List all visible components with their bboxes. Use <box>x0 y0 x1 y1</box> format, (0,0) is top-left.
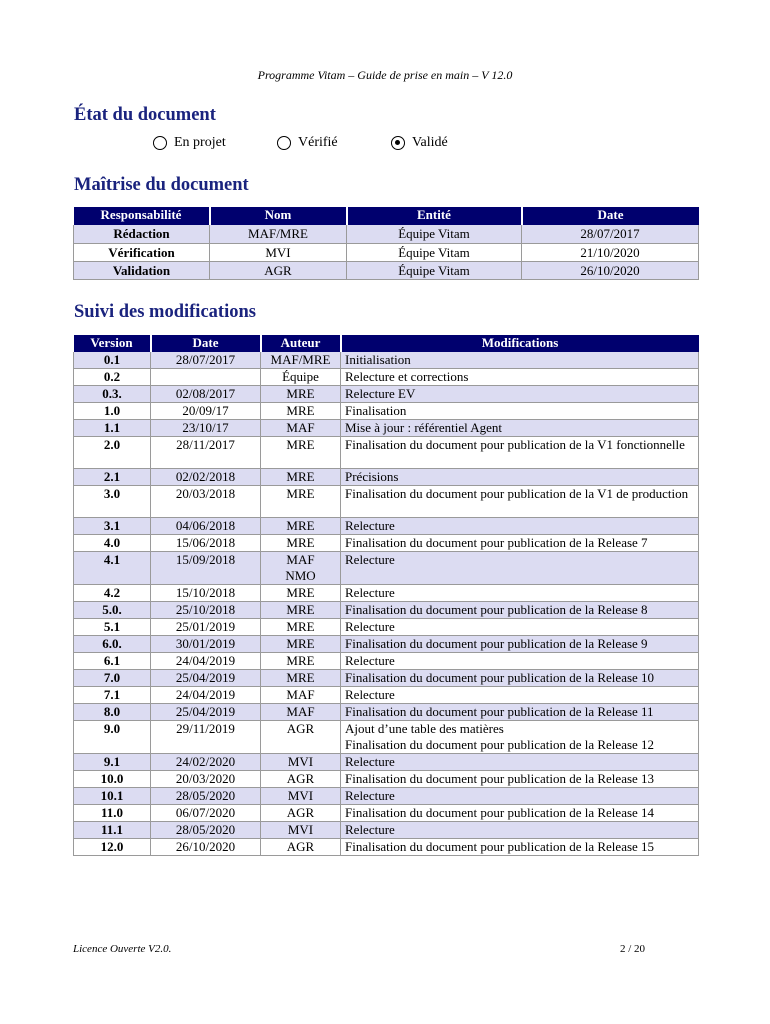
table-cell: MAF <box>261 704 341 721</box>
column-header: Responsabilité <box>74 207 210 225</box>
table-cell: MAF <box>261 420 341 437</box>
table-row <box>74 670 699 687</box>
table-cell: Vérification <box>74 243 210 261</box>
table-cell: 9.1 <box>74 754 151 771</box>
table-cell: Relecture <box>341 788 699 805</box>
table-cell: Relecture <box>341 518 699 535</box>
table-cell: Relecture <box>341 754 699 771</box>
table-cell: Relecture et corrections <box>341 369 699 386</box>
table-cell: Relecture <box>341 619 699 636</box>
table-cell: 25/04/2019 <box>151 704 261 721</box>
document-status-radio-group <box>0 135 770 155</box>
section-title-etat: État du document <box>74 105 216 125</box>
table-cell: MRE <box>261 518 341 535</box>
table-cell: 1.0 <box>74 403 151 420</box>
table-row <box>74 822 699 839</box>
section-title-maitrise: Maîtrise du document <box>74 175 249 195</box>
table-cell: Relecture <box>341 552 699 585</box>
radio-checked-icon <box>391 136 405 150</box>
table-row <box>74 420 699 437</box>
table-cell: Relecture <box>341 687 699 704</box>
table-cell: 5.1 <box>74 619 151 636</box>
table-row <box>74 261 699 279</box>
table-cell: 25/01/2019 <box>151 619 261 636</box>
column-header: Date <box>522 207 699 225</box>
table-cell: 1.1 <box>74 420 151 437</box>
table-row <box>74 619 699 636</box>
section-title-suivi: Suivi des modifications <box>74 302 256 322</box>
table-cell: Initialisation <box>341 352 699 369</box>
table-row <box>74 437 699 469</box>
table-cell: MAF NMO <box>261 552 341 585</box>
table-cell: 02/02/2018 <box>151 469 261 486</box>
column-header: Nom <box>210 207 347 225</box>
table-row <box>74 721 699 754</box>
table-cell: MRE <box>261 653 341 670</box>
table-cell: 25/04/2019 <box>151 670 261 687</box>
table-cell: MRE <box>261 535 341 552</box>
table-row <box>74 585 699 602</box>
radio-label: Vérifié <box>298 135 338 150</box>
table-cell: MRE <box>261 619 341 636</box>
table-cell: MRE <box>261 670 341 687</box>
table-cell: Mise à jour : référentiel Agent <box>341 420 699 437</box>
table-cell: Validation <box>74 261 210 279</box>
footer-page-number: 2 / 20 <box>620 943 646 955</box>
table-cell: 0.2 <box>74 369 151 386</box>
table-row <box>74 535 699 552</box>
table-cell: Équipe Vitam <box>347 225 522 243</box>
table-cell: 3.0 <box>74 486 151 518</box>
table-cell: 28/07/2017 <box>522 225 699 243</box>
table-cell: 11.1 <box>74 822 151 839</box>
table-cell: AGR <box>261 805 341 822</box>
table-row <box>74 243 699 261</box>
table-cell: MRE <box>261 602 341 619</box>
table-cell: 24/04/2019 <box>151 653 261 670</box>
table-cell: 21/10/2020 <box>522 243 699 261</box>
table-cell: 28/05/2020 <box>151 822 261 839</box>
table-cell: 15/06/2018 <box>151 535 261 552</box>
table-row <box>74 469 699 486</box>
radio-en-projet[interactable] <box>153 135 226 151</box>
table-cell: 06/07/2020 <box>151 805 261 822</box>
table-cell: 6.1 <box>74 653 151 670</box>
column-header: Entité <box>347 207 522 225</box>
table-row <box>74 687 699 704</box>
table-cell <box>151 369 261 386</box>
table-cell: Finalisation du document pour publication de la Release 14 <box>341 805 699 822</box>
table-row <box>74 704 699 721</box>
table-cell: MAF/MRE <box>210 225 347 243</box>
table-cell: Relecture EV <box>341 386 699 403</box>
table-cell: MRE <box>261 636 341 653</box>
table-row <box>74 403 699 420</box>
table-cell: 7.1 <box>74 687 151 704</box>
table-cell: 20/03/2018 <box>151 486 261 518</box>
table-cell: MAF/MRE <box>261 352 341 369</box>
table-row <box>74 771 699 788</box>
table-cell: Relecture <box>341 585 699 602</box>
table-cell: 15/09/2018 <box>151 552 261 585</box>
table-cell: 04/06/2018 <box>151 518 261 535</box>
table-cell: MVI <box>261 754 341 771</box>
table-cell: 3.1 <box>74 518 151 535</box>
table-cell: MAF <box>261 687 341 704</box>
table-cell: MRE <box>261 486 341 518</box>
table-cell: MVI <box>261 788 341 805</box>
column-header: Auteur <box>261 335 341 352</box>
table-cell: AGR <box>210 261 347 279</box>
table-cell: 0.1 <box>74 352 151 369</box>
table-cell: Finalisation du document pour publication de la Release 11 <box>341 704 699 721</box>
table-cell: 11.0 <box>74 805 151 822</box>
column-header: Modifications <box>341 335 699 352</box>
table-cell: MRE <box>261 469 341 486</box>
table-cell: Finalisation du document pour publication de la V1 fonctionnelle <box>341 437 699 469</box>
table-row <box>74 653 699 670</box>
table-row <box>74 486 699 518</box>
table-row <box>74 805 699 822</box>
table-cell: 7.0 <box>74 670 151 687</box>
table-cell: AGR <box>261 839 341 856</box>
table-row <box>74 788 699 805</box>
table-cell: 29/11/2019 <box>151 721 261 754</box>
table-row <box>74 386 699 403</box>
table-cell: MRE <box>261 585 341 602</box>
table-cell: 02/08/2017 <box>151 386 261 403</box>
table-cell: MVI <box>261 822 341 839</box>
table-cell: 26/10/2020 <box>151 839 261 856</box>
radio-valide[interactable] <box>391 135 448 151</box>
footer-license: Licence Ouverte V2.0. <box>73 943 172 955</box>
table-cell: 28/07/2017 <box>151 352 261 369</box>
suivi-table <box>73 335 699 856</box>
radio-label: Validé <box>412 135 448 150</box>
table-cell: MRE <box>261 437 341 469</box>
table-row <box>74 518 699 535</box>
radio-label: En projet <box>174 135 226 150</box>
table-cell: 9.0 <box>74 721 151 754</box>
table-cell: 8.0 <box>74 704 151 721</box>
table-cell: Finalisation du document pour publication de la Release 15 <box>341 839 699 856</box>
table-cell: AGR <box>261 771 341 788</box>
table-cell: 20/09/17 <box>151 403 261 420</box>
table-cell: MRE <box>261 386 341 403</box>
table-cell: 4.2 <box>74 585 151 602</box>
radio-unchecked-icon <box>277 136 291 150</box>
table-cell: Finalisation <box>341 403 699 420</box>
table-cell: Équipe <box>261 369 341 386</box>
table-cell: 4.0 <box>74 535 151 552</box>
table-cell: 6.0. <box>74 636 151 653</box>
table-cell: 24/02/2020 <box>151 754 261 771</box>
table-cell: 30/01/2019 <box>151 636 261 653</box>
table-row <box>74 225 699 243</box>
table-cell: Relecture <box>341 653 699 670</box>
table-cell: 4.1 <box>74 552 151 585</box>
table-cell: Précisions <box>341 469 699 486</box>
table-cell: MRE <box>261 403 341 420</box>
table-cell: MVI <box>210 243 347 261</box>
table-cell: 28/11/2017 <box>151 437 261 469</box>
table-cell: Finalisation du document pour publication de la Release 7 <box>341 535 699 552</box>
table-cell: 2.1 <box>74 469 151 486</box>
column-header: Date <box>151 335 261 352</box>
radio-verifie[interactable] <box>277 135 338 151</box>
table-row <box>74 754 699 771</box>
table-row <box>74 552 699 585</box>
table-cell: AGR <box>261 721 341 754</box>
radio-unchecked-icon <box>153 136 167 150</box>
table-cell: 0.3. <box>74 386 151 403</box>
table-cell: 12.0 <box>74 839 151 856</box>
table-cell: 2.0 <box>74 437 151 469</box>
table-cell: 28/05/2020 <box>151 788 261 805</box>
table-row <box>74 352 699 369</box>
table-cell: 20/03/2020 <box>151 771 261 788</box>
table-row <box>74 636 699 653</box>
table-cell: 10.0 <box>74 771 151 788</box>
table-row <box>74 602 699 619</box>
table-cell: Finalisation du document pour publication de la V1 de production <box>341 486 699 518</box>
maitrise-table <box>73 207 699 280</box>
table-cell: 5.0. <box>74 602 151 619</box>
column-header: Version <box>74 335 151 352</box>
table-cell: Ajout d’une table des matières Finalisation du document pour publication de la Release 12 <box>341 721 699 754</box>
table-cell: Équipe Vitam <box>347 261 522 279</box>
table-cell: Finalisation du document pour publication de la Release 9 <box>341 636 699 653</box>
table-cell: Finalisation du document pour publication de la Release 13 <box>341 771 699 788</box>
table-cell: Rédaction <box>74 225 210 243</box>
table-cell: Équipe Vitam <box>347 243 522 261</box>
table-cell: 24/04/2019 <box>151 687 261 704</box>
table-row <box>74 839 699 856</box>
table-cell: Finalisation du document pour publication de la Release 10 <box>341 670 699 687</box>
table-cell: 23/10/17 <box>151 420 261 437</box>
table-cell: 25/10/2018 <box>151 602 261 619</box>
table-cell: 26/10/2020 <box>522 261 699 279</box>
page-header: Programme Vitam – Guide de prise en main – V 12.0 <box>257 68 513 82</box>
table-row <box>74 369 699 386</box>
table-cell: Relecture <box>341 822 699 839</box>
table-cell: 15/10/2018 <box>151 585 261 602</box>
table-cell: 10.1 <box>74 788 151 805</box>
table-cell: Finalisation du document pour publication de la Release 8 <box>341 602 699 619</box>
